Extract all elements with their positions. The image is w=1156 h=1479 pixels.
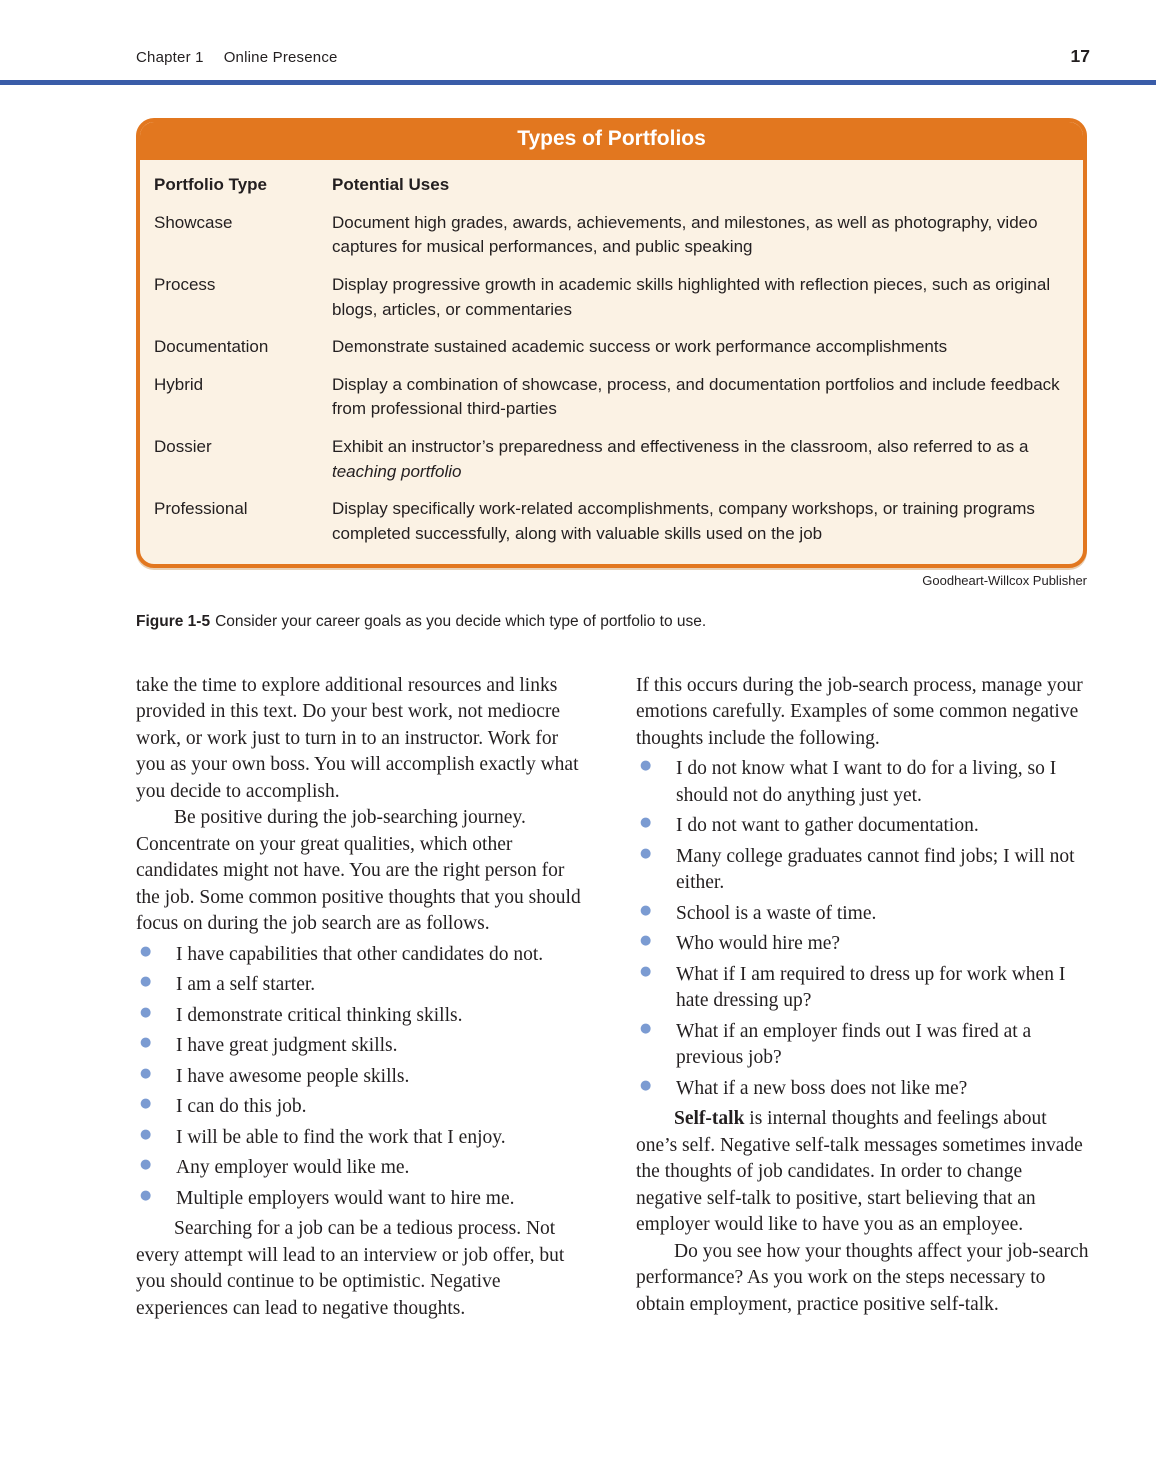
body-paragraph: Self-talk is internal thoughts and feelings about one’s self. Negative self-talk messages sometimes invade the thoughts of job candidates. In order to change negative self-talk to positive, start believing that an employer would like to have you as an employee.: [636, 1108, 1083, 1236]
bullet-item: ● I have great judgment skills.: [136, 1033, 590, 1060]
right-column: [636, 673, 1090, 1323]
table-row: [154, 211, 1069, 260]
running-head: [136, 46, 1090, 67]
figure-caption-text: Consider your career goals as you decide which type of portfolio to use.: [215, 612, 707, 630]
bullet-list: [636, 756, 1090, 1102]
table-row: [154, 497, 1069, 546]
bullet-item: ● What if I am required to dress up for work when I hate dressing up?: [636, 962, 1090, 1015]
section-title: Online Presence: [223, 49, 338, 66]
table-title: Types of Portfolios: [140, 122, 1083, 160]
table-body: [140, 160, 1083, 564]
portfolio-types-table: [136, 118, 1087, 568]
portfolio-type-cell: Dossier: [154, 437, 212, 457]
italic-term: teaching portfolio: [332, 461, 462, 481]
table-header-row: [154, 173, 1069, 198]
portfolio-type-cell: Documentation: [154, 337, 269, 357]
bullet-item: ● School is a waste of time.: [636, 901, 1090, 928]
table-rows: [154, 211, 1069, 547]
potential-uses-cell: Document high grades, awards, achievements, and milestones, as well as photography, video captures for musical performances, and public speaking: [332, 212, 1038, 257]
body-paragraph: take the time to explore additional resources and links provided in this text. Do your best work, not mediocre work, or work just to turn in to an instructor. Work for you as your own boss. You will accomplish exactly what you decide to accomplish.: [136, 674, 579, 802]
body-paragraph: Searching for a job can be a tedious process. Not every attempt will lead to an interview or job offer, but you should continue to be optimistic. Negative experiences can lead to negative thoughts.: [136, 1218, 565, 1319]
figure-caption-label: Figure 1-5: [136, 612, 211, 630]
bullet-item: ● I have awesome people skills.: [136, 1064, 590, 1091]
portfolio-type-cell: Process: [154, 274, 216, 294]
column-header-potential-uses: Potential Uses: [332, 175, 450, 194]
column-header-portfolio-type: Portfolio Type: [154, 175, 268, 194]
bullet-list: [136, 942, 590, 1213]
table-row: [154, 273, 1069, 322]
table-row: [154, 435, 1069, 484]
portfolio-type-cell: Hybrid: [154, 374, 204, 394]
bullet-item: ● Who would hire me?: [636, 931, 1090, 958]
chapter-heading: [136, 49, 338, 66]
bullet-item: ● I do not know what I want to do for a living, so I should not do anything just yet.: [636, 756, 1090, 809]
body-columns: [136, 673, 1090, 1323]
body-paragraph: Do you see how your thoughts affect your job-search performance? As you work on the steps necessary to obtain employment, practice positive self-talk.: [636, 1240, 1089, 1315]
bullet-item: ● I demonstrate critical thinking skills.: [136, 1003, 590, 1030]
publisher-credit: Goodheart-Willcox Publisher: [922, 572, 1087, 588]
body-paragraph: Be positive during the job-searching journey. Concentrate on your great qualities, which other candidates might not have. You are the right person for the job. Some common positive thoughts that you should focus on during the job search are as follows.: [136, 807, 581, 935]
body-paragraph: If this occurs during the job-search process, manage your emotions carefully. Examples of some common negative thoughts include the following.: [636, 674, 1083, 749]
header-rule: [0, 80, 1156, 85]
table-row: [154, 335, 1069, 360]
bullet-item: ● What if an employer finds out I was fired at a previous job?: [636, 1019, 1090, 1072]
potential-uses-cell: Demonstrate sustained academic success or work performance accomplishments: [332, 337, 948, 357]
potential-uses-cell: Display progressive growth in academic skills highlighted with reflection pieces, such as original blogs, articles, or commentaries: [332, 274, 1051, 319]
chapter-label: Chapter 1: [136, 49, 204, 66]
bullet-item: ● What if a new boss does not like me?: [636, 1076, 1090, 1103]
potential-uses-cell: Exhibit an instructor’s preparedness and effectiveness in the classroom, also referred to as a teaching portfolio: [332, 437, 1029, 481]
bullet-item: ● I do not want to gather documentation.: [636, 813, 1090, 840]
bullet-item: ● I am a self starter.: [136, 972, 590, 999]
bullet-item: ● Many college graduates cannot find jobs; I will not either.: [636, 844, 1090, 897]
table-row: [154, 373, 1069, 422]
portfolio-type-cell: Showcase: [154, 212, 233, 232]
figure-caption: [136, 612, 1087, 633]
potential-uses-cell: Display specifically work-related accomplishments, company workshops, or training programs completed successfully, along with valuable skills used on the job: [332, 499, 1035, 544]
page-number: 17: [1070, 46, 1090, 66]
bullet-item: ● I can do this job.: [136, 1094, 590, 1121]
bold-term: Self-talk: [674, 1108, 745, 1130]
bullet-item: ● I have capabilities that other candidates do not.: [136, 942, 590, 969]
left-column: [136, 673, 590, 1323]
potential-uses-cell: Display a combination of showcase, process, and documentation portfolios and include feedback from professional third-parties: [332, 374, 1060, 419]
bullet-item: ● Any employer would like me.: [136, 1155, 590, 1182]
bullet-item: ● I will be able to find the work that I enjoy.: [136, 1125, 590, 1152]
bullet-item: ● Multiple employers would want to hire me.: [136, 1186, 590, 1213]
portfolio-type-cell: Professional: [154, 499, 248, 519]
